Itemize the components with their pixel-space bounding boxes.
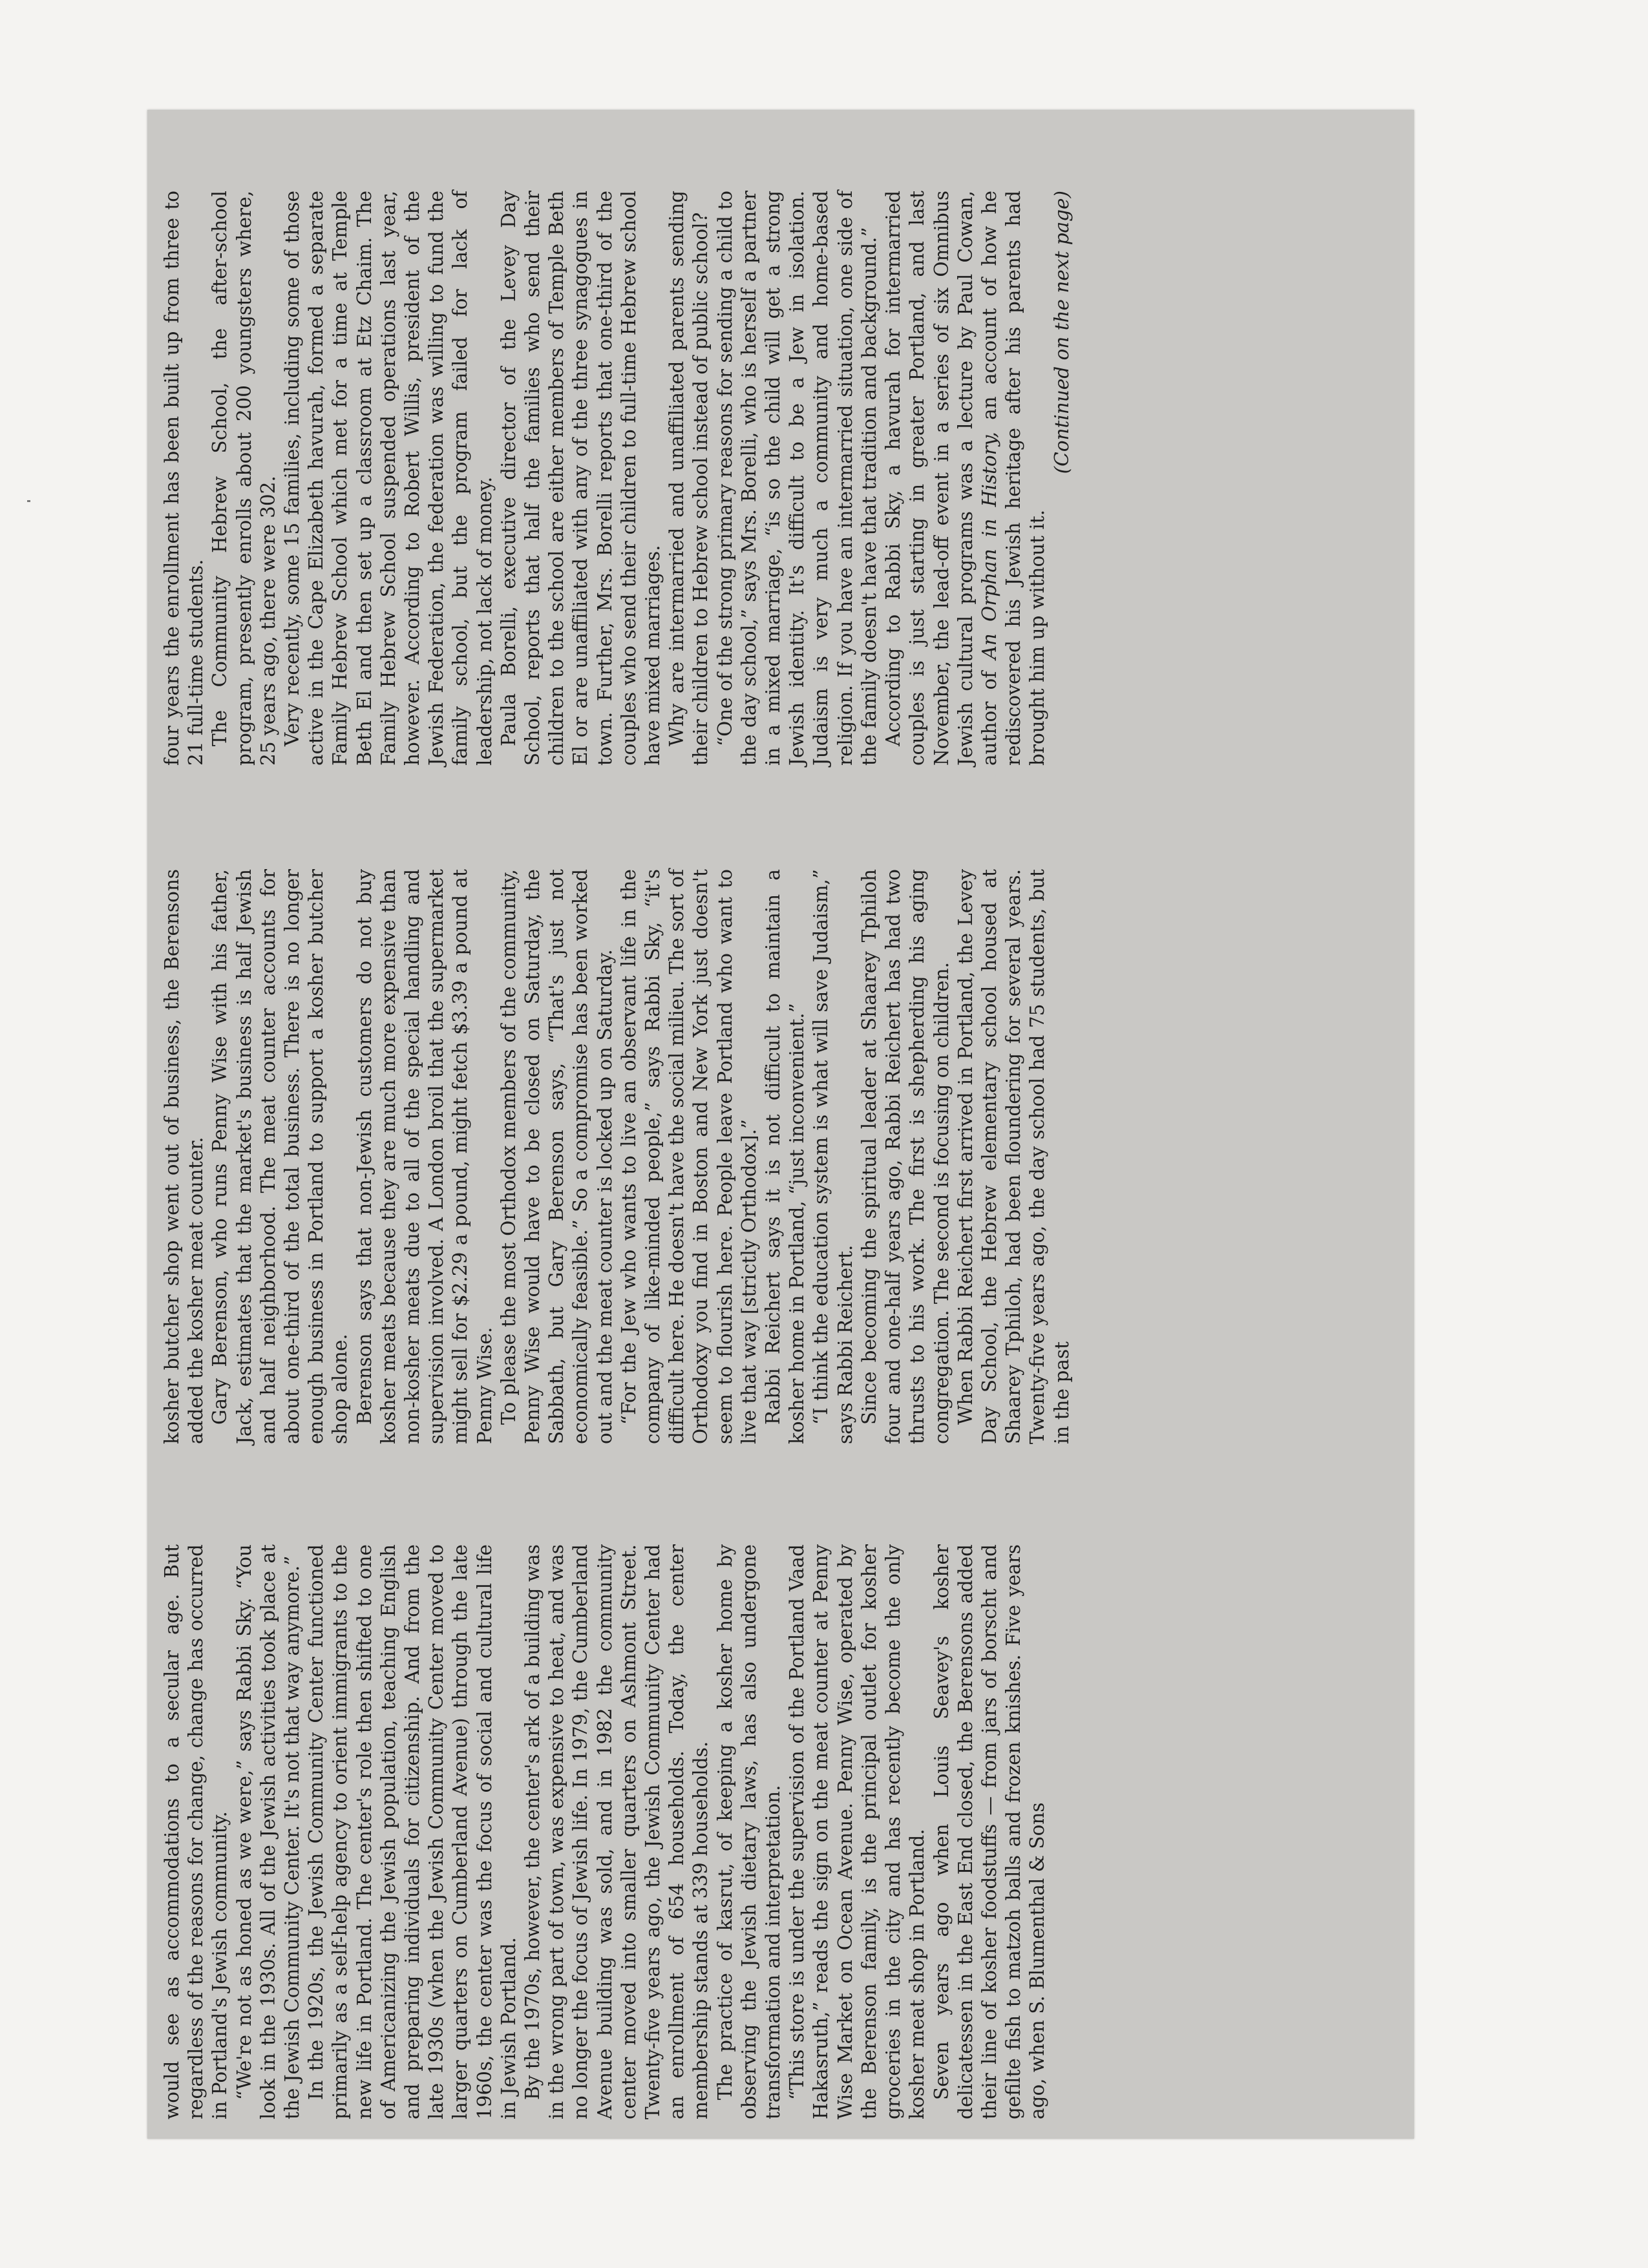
book-title: An Orphan in History, (978, 432, 1000, 660)
paragraph-text: an account of how he rediscovered his Jewish heritage after his parents had brought him up without it. (978, 191, 1049, 766)
newspaper-clipping (147, 110, 1414, 2139)
paragraph: four years the enrollment has been built up from three to 21 full-time students. (161, 191, 207, 766)
paragraph: “We're not as honed as we were,” says Rabbi Sky. “You look in the 1930s. All of the Jewish activities took place at the Jewish Community Center. It's not that way anymore.” (233, 1544, 304, 2119)
paragraph: In the 1920s, the Jewish Community Center functioned primarily as a self-help agency to orient immigrants to the new life in Portland. The center's role then shifted to one of Americanizing the Jewish population, teaching English and preparing individuals for citizenship. And from the late 1930s (when the Jewish Community Center moved to larger quarters on Cumberland Avenue) through the late 1960s, the center was the focus of social and cultural life in Jewish Portland. (305, 1544, 520, 2119)
paragraph: By the 1970s, however, the center's ark of a building was in the wrong part of town, was expensive to heat, and was no longer the focus of Jewish life. In 1979, the Cumberland Avenue building was sold, and in 1982 the community center moved into smaller quarters on Ashmont Street. Twenty-five years ago, the Jewish Community Center had an enrollment of 654 households. Today, the center membership stands at 339 households. (522, 1544, 712, 2119)
paragraph: The Community Hebrew School, the after-school program, presently enrolls about 200 youngsters where, 25 years ago, there were 302. (209, 191, 279, 766)
paragraph: would see as accommodations to a secular age. But regardless of the reasons for change, change has occurred in Portland's Jewish community. (161, 1544, 231, 2119)
paragraph: Very recently, some 15 families, including some of those active in the Cape Elizabeth havurah, formed a separate Family Hebrew School which met for a time at Temple Beth El and then set up a classroom at Etz Chaim. The Family Hebrew School suspended operations last year, however. According to Robert Willis, president of the Jewish Federation, the federation was willing to fund the family school, but the program failed for lack of leadership, not lack of money. (281, 191, 496, 766)
paragraph: Since becoming the spiritual leader at Shaarey Tphiloh four and one-half years ago, Rabbi Reichert has had two thrusts to his work. The first is shepherding his aging congregation. The second is focusing on children. (858, 869, 953, 1444)
rotated-article (147, 110, 1414, 2139)
paragraph (882, 191, 1050, 766)
article-column-3 (160, 191, 1388, 766)
paragraph-text: According to Rabbi Sky, a havurah for intermarried couples is just starting in greater Portland, and last November, the lead-off event in a series of six Omnibus Jewish cultural programs was a lecture by Paul Cowan, author of (882, 191, 1000, 766)
article-column-1 (160, 1544, 1388, 2119)
paragraph: Seven years ago when Louis Seavey's kosher delicatessen in the East End closed, the Berensons added their line of kosher foodstuffs — from jars of borscht and gefilte fish to matzoh balls and frozen knishes. Five years ago, when S. Blumenthal & Sons (930, 1544, 1049, 2119)
continued-note: (Continued on the next page) (1050, 191, 1073, 474)
paragraph: Rabbi Reichert says it is not difficult to maintain a kosher home in Portland, “just inconvenient.” (762, 869, 808, 1444)
paragraph: “For the Jew who wants to live an observant life in the company of like-minded people,” says Rabbi Sky, “it's difficult here. He doesn't have the social milieu. The sort of Orthodoxy you find in Boston and New York just doesn't seem to flourish here. People leave Portland who want to live that way [strictly Orthodox].” (617, 869, 760, 1444)
article-column-2 (160, 869, 1388, 1444)
paragraph: kosher butcher shop went out of business, the Berensons added the kosher meat counter. (161, 869, 207, 1444)
paragraph: Berenson says that non-Jewish customers do not buy kosher meats because they are much more expensive than non-kosher meats due to all of the special handling and supervision involved. A London broil that the supermarket might sell for $2.29 a pound, might fetch $3.39 a pound at Penny Wise. (353, 869, 496, 1444)
paragraph: Gary Berenson, who runs Penny Wise with his father, Jack, estimates that the market's business is half Jewish and half neighborhood. The meat counter accounts for about one-third of the total business. There is no longer enough business in Portland to support a kosher butcher shop alone. (209, 869, 352, 1444)
paragraph: Why are intermarried and unaffiliated parents sending their children to Hebrew school instead of public school? (666, 191, 712, 766)
paragraph: “This store is under the supervision of the Portland Vaad Hakasruth,” reads the sign on the meat counter at Penny Wise Market on Ocean Avenue. Penny Wise, operated by the Berenson family, is the principal outlet for kosher groceries in the city and has recently become the only kosher meat shop in Portland. (786, 1544, 929, 2119)
paragraph: The practice of kasrut, of keeping a kosher home by observing the Jewish dietary laws, has also undergone transformation and interpretation. (713, 1544, 785, 2119)
paragraph: “I think the education system is what will save Judaism,” says Rabbi Reichert. (810, 869, 856, 1444)
paragraph: “One of the strong primary reasons for sending a child to the day school,” says Mrs. Borelli, who is herself a partner in a mixed marriage, “is so the child will get a strong Jewish identity. It's difficult to be a Jew in isolation. Judaism is very much a community and home-based religion. If you have an intermarried situation, one side of the family doesn't have that tradition and background.” (713, 191, 880, 766)
scan-speck (27, 500, 30, 502)
paragraph: To please the most Orthodox members of the community, Penny Wise would have to be closed on Saturday, the Sabbath, but Gary Berenson says, “That's just not economically feasible.” So a compromise has been worked out and the meat counter is locked up on Saturday. (497, 869, 616, 1444)
paragraph: When Rabbi Reichert first arrived in Portland, the Levey Day School, the Hebrew elementary school housed at Shaarey Tphiloh, had been floundering for several years. Twenty-five years ago, the day school had 75 students, but in the past (954, 869, 1073, 1444)
paragraph: Paula Borelli, executive director of the Levey Day School, reports that half the families who send their children to the school are either members of Temple Beth El or are unaffiliated with any of the three synagogues in town. Further, Mrs. Borelli reports that one-third of the couples who send their children to full-time Hebrew school have mixed marriages. (497, 191, 664, 766)
